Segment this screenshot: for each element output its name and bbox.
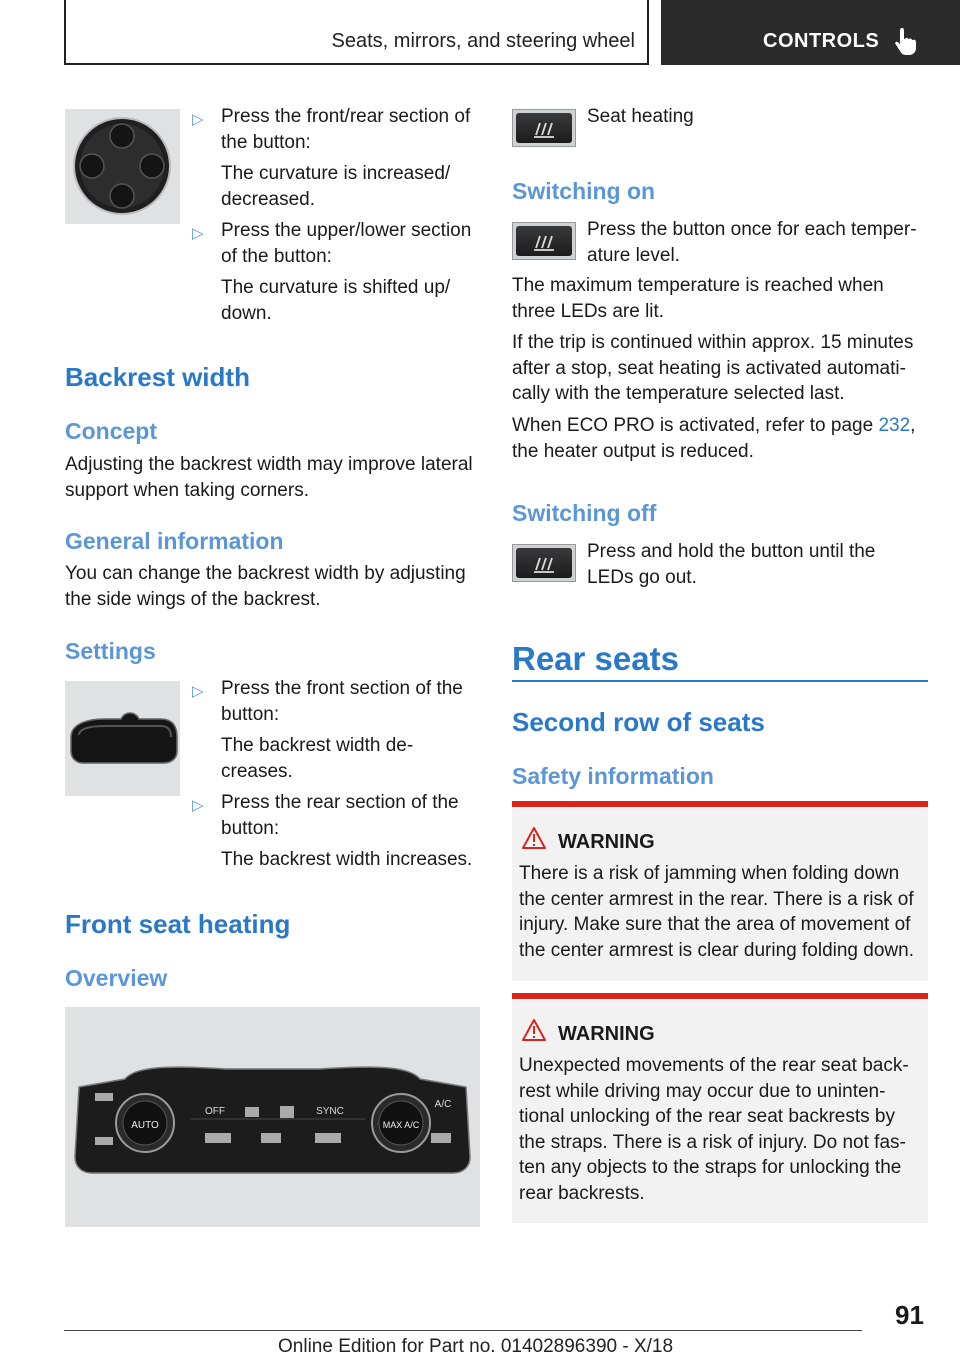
sync-label[interactable]: SYNC	[316, 1106, 344, 1117]
seat-heating-label: Seat heating	[587, 106, 694, 127]
switching-off-text: Press and hold the button until the LEDs go out.	[587, 541, 876, 588]
hand-pointer-icon	[893, 26, 919, 56]
backrest-width-heading: Backrest width	[65, 362, 250, 392]
general-info-heading: General information	[65, 528, 284, 554]
rear-seats-heading: Rear seats	[512, 640, 679, 677]
fan-low-icon[interactable]	[245, 1107, 259, 1117]
curvature-action-1: Press the front/rear section of the button:	[221, 106, 471, 153]
eco-pro-prefix: When ECO PRO is activated, refer to page	[512, 415, 874, 436]
seat-heating-button-image	[512, 109, 576, 147]
chapter-label: CONTROLS	[763, 30, 880, 52]
warning-box	[512, 993, 928, 1223]
max-temp-text: The maximum temperature is reached when three LEDs are lit.	[512, 275, 884, 322]
switching-off-heading: Switching off	[512, 500, 657, 526]
seat-heating-icon	[516, 548, 572, 578]
backrest-width-button-illustration	[65, 681, 180, 796]
seat-heat-left-icon[interactable]	[205, 1133, 231, 1143]
warning-triangle-icon	[522, 827, 546, 849]
trip-text: If the trip is continued within approx. 15 minutes after a stop, seat heating is activated automatically with the temperature selected last.	[512, 332, 914, 404]
ac-label[interactable]: A/C	[434, 1099, 452, 1110]
recirculation-icon[interactable]	[431, 1133, 451, 1143]
settings-action-2: Press the rear section of the button:	[221, 792, 459, 839]
seat-heat-right-icon[interactable]	[315, 1133, 341, 1143]
warning-title: WARNING	[558, 831, 655, 853]
eco-pro-suffix: , the heater output is reduced.	[512, 415, 916, 462]
switching-on-heading: Switching on	[512, 178, 656, 204]
settings-result-2: The backrest width increases.	[221, 849, 473, 870]
settings-result-1: The backrest width decreases.	[221, 735, 414, 782]
warning-text: Unexpected movements of the rear seat backrest while driving may occur due to unintentional unlocking of the rear seat backrests by the straps. There is a risk of injury. Do not fasten any objects to the straps for unlocking the rear backrests.	[519, 1055, 909, 1204]
settings-heading: Settings	[65, 638, 156, 664]
seat-heating-button-image	[512, 544, 576, 582]
off-label[interactable]: OFF	[205, 1106, 225, 1117]
auto-label[interactable]: AUTO	[131, 1120, 159, 1131]
warning-box	[512, 801, 928, 981]
seat-heating-button-image	[512, 222, 576, 260]
climate-panel-image	[65, 1007, 480, 1227]
concept-heading: Concept	[65, 418, 157, 444]
chapter-tab[interactable]	[661, 0, 960, 65]
page-number: 91	[895, 1300, 924, 1330]
backrest-width-button-image	[65, 681, 180, 796]
warning-title: WARNING	[558, 1023, 655, 1045]
curvature-action-2: Press the upper/lower section of the button:	[221, 220, 472, 267]
max-ac-label[interactable]: MAX A/C	[382, 1120, 420, 1130]
switching-on-text: Press the button once for each temperature level.	[587, 219, 917, 266]
lumbar-button-illustration	[65, 109, 180, 224]
general-info-text: You can change the backrest width by adjusting the side wings of the backrest.	[65, 563, 466, 610]
heading-rule	[512, 680, 928, 682]
warning-triangle-icon	[522, 1019, 546, 1041]
warning-text: There is a risk of jamming when folding down the center armrest in the rear. There is a risk of injury. Make sure that the area of movement of the center armrest is clear during folding down.	[519, 863, 914, 961]
lumbar-button-image	[65, 109, 180, 224]
bullet-icon: ▷	[192, 111, 204, 128]
rear-defrost-icon[interactable]	[95, 1137, 113, 1145]
seat-heating-icon	[516, 113, 572, 143]
second-row-heading: Second row of seats	[512, 707, 765, 737]
climate-control-panel	[65, 1007, 480, 1227]
front-seat-heating-heading: Front seat heating	[65, 909, 291, 939]
settings-action-1: Press the front section of the button:	[221, 678, 463, 725]
seat-heating-icon	[516, 226, 572, 256]
header-frame	[64, 0, 649, 65]
defrost-icon[interactable]	[95, 1093, 113, 1101]
concept-text: Adjusting the backrest width may improve lateral support when taking corners.	[65, 454, 473, 501]
fan-high-icon[interactable]	[280, 1106, 294, 1118]
airflow-icon[interactable]	[261, 1133, 281, 1143]
curvature-result-1: The curvature is increased/ decreased.	[221, 163, 451, 210]
bullet-icon: ▷	[192, 683, 204, 700]
edition-text: Online Edition for Part no. 01402896390 - X/18	[278, 1336, 674, 1357]
overview-heading: Overview	[65, 965, 168, 991]
safety-info-heading: Safety information	[512, 763, 714, 789]
bullet-icon: ▷	[192, 797, 204, 814]
page-link[interactable]: 232	[878, 415, 911, 436]
eco-pro-text	[512, 413, 928, 464]
curvature-result-2: The curvature is shifted up/ down.	[221, 277, 451, 324]
footer-rule	[64, 1330, 862, 1331]
bullet-icon: ▷	[192, 225, 204, 242]
section-title: Seats, mirrors, and steering wheel	[331, 30, 635, 52]
